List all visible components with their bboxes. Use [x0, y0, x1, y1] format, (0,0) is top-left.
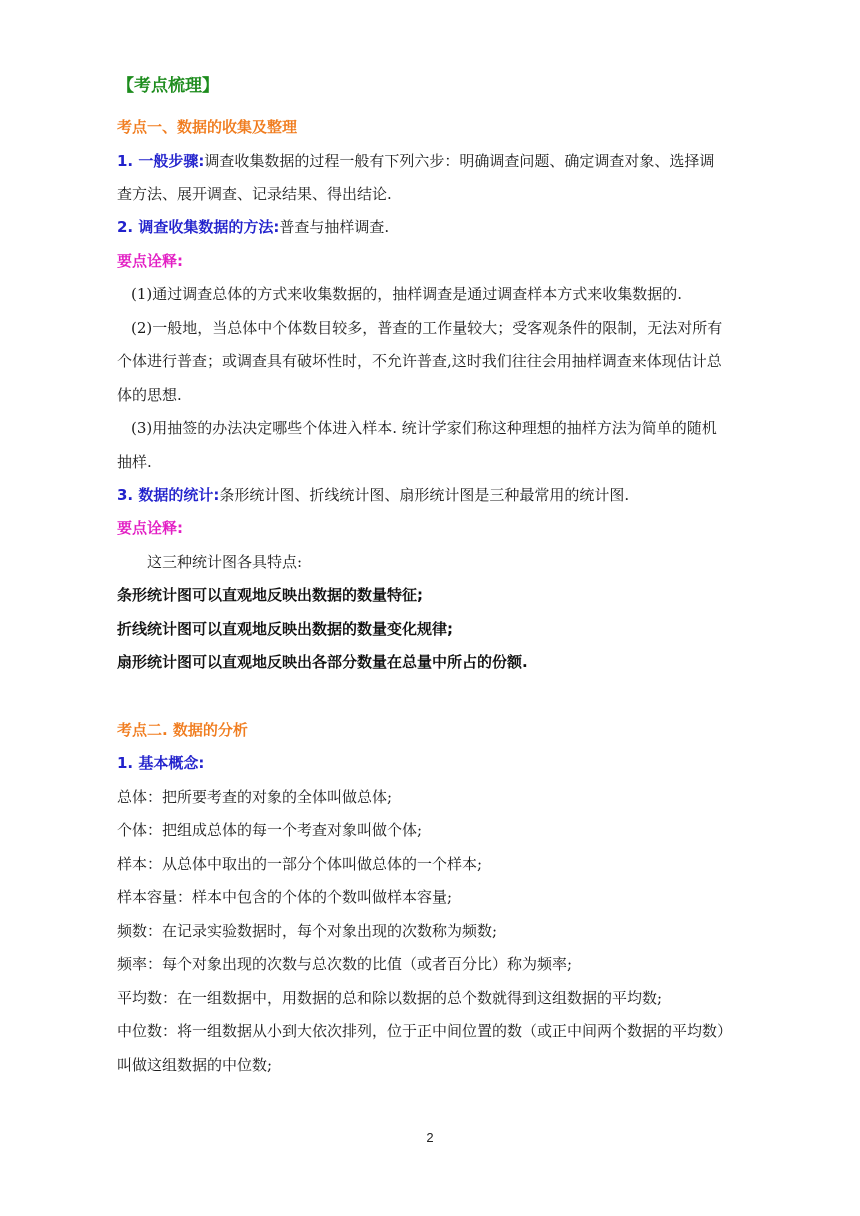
step2-label: 2. 调查收集数据的方法: — [117, 218, 280, 236]
step1-text: 调查收集数据的过程一般有下列六步：明确调查问题、确定调查对象、选择调 — [204, 152, 715, 170]
feature-pie-chart: 扇形统计图可以直观地反映出各部分数量在总量中所占的份额. — [117, 653, 528, 671]
concept-individual: 个体：把组成总体的每一个考查对象叫做个体; — [117, 821, 423, 839]
note-3b: 抽样. — [117, 453, 152, 471]
note-2c: 体的思想. — [117, 386, 182, 404]
note-2a: (2)一般地，当总体中个体数目较多，普查的工作量较大；受客观条件的限制，无法对所有 — [131, 319, 723, 337]
concept-sample-size: 样本容量：样本中包含的个体的个数叫做样本容量; — [117, 888, 453, 906]
note-2b: 个体进行普查；或调查具有破坏性时，不允许普查,这时我们往往会用抽样调查来体现估计总 — [117, 352, 722, 370]
step2-paragraph — [117, 217, 800, 237]
features-intro: 这三种统计图各具特点: — [147, 553, 303, 571]
step1-label: 1. 一般步骤: — [117, 152, 205, 170]
page-number: 2 — [426, 1130, 434, 1145]
feature-bar-chart: 条形统计图可以直观地反映出数据的数量特征; — [117, 586, 424, 604]
step3-label: 3. 数据的统计: — [117, 486, 220, 504]
point1-heading: 考点一、数据的收集及整理 — [117, 118, 298, 136]
concept-frequency: 频数：在记录实验数据时，每个对象出现的次数称为频数; — [117, 922, 498, 940]
step1-paragraph — [117, 151, 800, 171]
concept-mean: 平均数：在一组数据中，用数据的总和除以数据的总个数就得到这组数据的平均数; — [117, 989, 663, 1007]
concept-median-b: 叫做这组数据的中位数; — [117, 1056, 273, 1074]
concept-rate: 频率：每个对象出现的次数与总次数的比值（或者百分比）称为频率; — [117, 955, 573, 973]
note-1: (1)通过调查总体的方式来收集数据的，抽样调查是通过调查样本方式来收集数据的. — [131, 285, 683, 303]
step3-paragraph — [117, 485, 800, 505]
feature-line-chart: 折线统计图可以直观地反映出数据的数量变化规律; — [117, 620, 454, 638]
step1-text-cont: 查方法、展开调查、记录结果、得出结论. — [117, 185, 392, 203]
note-3a: (3)用抽签的办法决定哪些个体进入样本. 统计学家们称这种理想的抽样方法为简单的随机 — [131, 419, 717, 437]
step2-text: 普查与抽样调查. — [279, 218, 390, 236]
note-label: 要点诠释: — [117, 252, 183, 270]
note2-label: 要点诠释: — [117, 519, 183, 537]
point2-heading: 考点二. 数据的分析 — [117, 721, 248, 739]
step3-text: 条形统计图、折线统计图、扇形统计图是三种最常用的统计图. — [219, 486, 630, 504]
concept-median-a: 中位数：将一组数据从小到大依次排列，位于正中间位置的数（或正中间两个数据的平均数） — [117, 1022, 733, 1040]
section-title: 【考点梳理】 — [117, 76, 219, 96]
concept-sample: 样本：从总体中取出的一部分个体叫做总体的一个样本; — [117, 855, 483, 873]
concepts-label: 1. 基本概念: — [117, 754, 205, 772]
concept-total: 总体：把所要考查的对象的全体叫做总体; — [117, 788, 393, 806]
